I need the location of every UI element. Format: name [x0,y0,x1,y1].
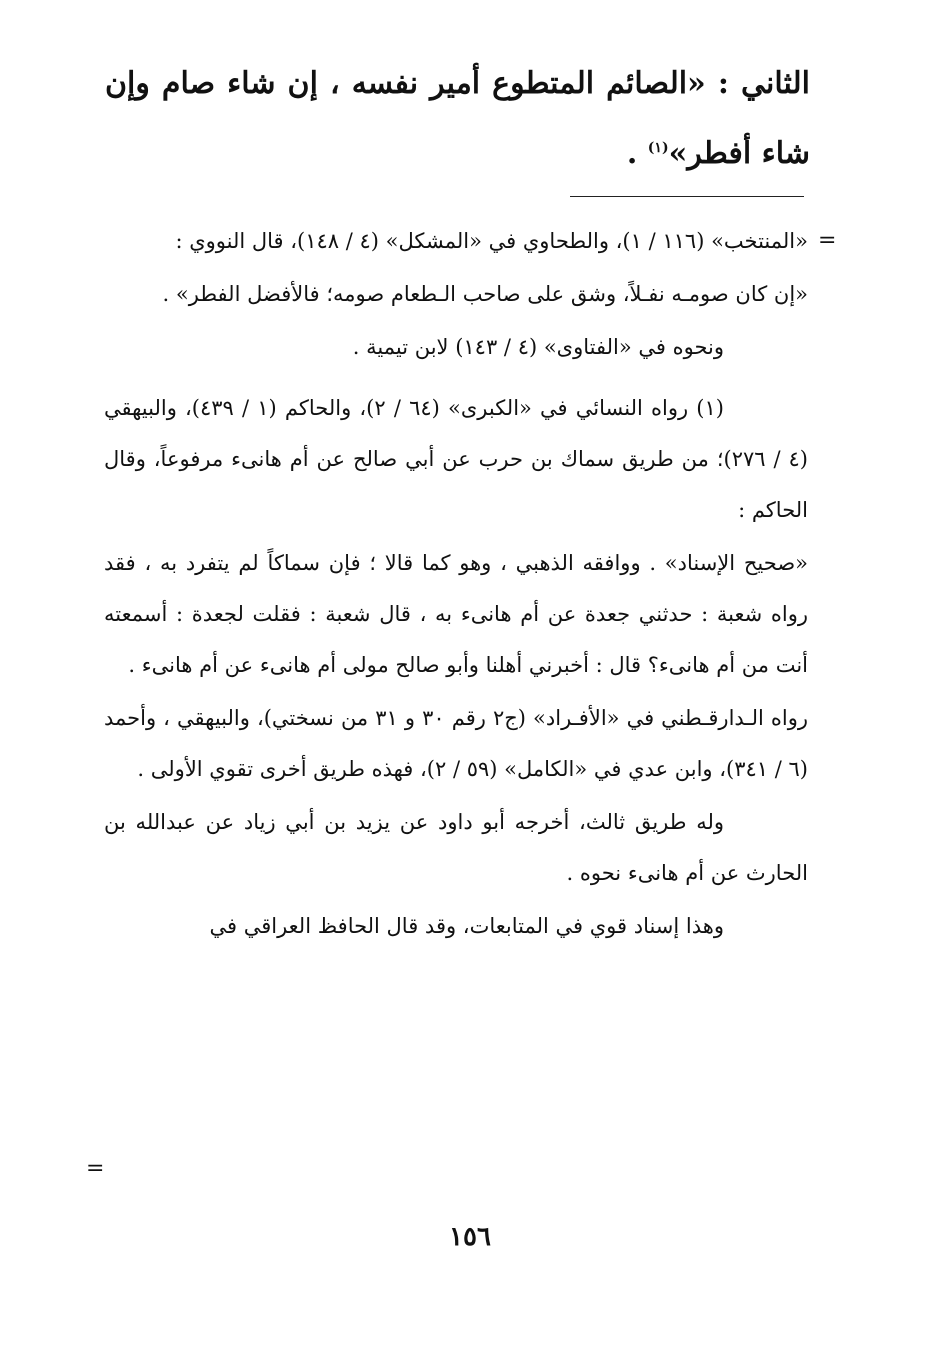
continuation-mark-top: = [818,228,837,253]
page-number: ١٥٦ [449,1222,491,1252]
note-paragraph: وله طريق ثالث، أخرجه أبو داود عن يزيد بن أبي زياد عن عبدالله بن الحارث عن أم هانىء نحوه . [104,810,808,885]
note-paragraph: وهذا إسناد قوي في المتابعات، وقد قال الحافظ العراقي في [209,914,724,938]
note-paragraph: ونحوه في «الفتاوى» (٤ / ١٤٣) لابن تيمية . [352,335,724,359]
note-paragraph: «المنتخب» (١١٦ / ١)، والطحاوي في «المشكل» (٤ / ١٤٨)، قال النووي : [175,229,808,253]
footnotes [104,216,808,962]
main-quote: «الصائم المتطوع أمير نفسه ، إن شاء صام وإن شاء أفطر» [105,66,810,171]
main-end-punct: . [626,136,638,171]
main-text [105,52,810,186]
note-paragraph: رواه الـدارقـطني في «الأفـراد» (ج٢ رقم ٣٠ و ٣١ من نسختي)، والبيهقي ، وأحمد (٦ / ٣٤١)، وابن عدي في «الكامل» (٥٩ / ٢)، فهذه طريق أخرى تقوي الأولى . [104,706,808,781]
note-paragraph: «إن كان صومـه نفـلاً، وشق على صاحب الـطعام صومه؛ فالأفضل الفطر» . [162,282,808,306]
footnote-1: (١) رواه النسائي في «الكبرى» (٦٤ / ٢)، والحاكم (١ / ٤٣٩)، والبيهقي (٤ / ٢٧٦)؛ من طريق سماك بن حرب عن أبي صالح عن أم هانىء مرفوعاً، وقال الحاكم : [104,396,808,522]
footnote-separator [570,196,804,197]
note-paragraph: «صحيح الإسناد» . ووافقه الذهبي ، وهو كما قالا ؛ فإن سماكاً لم يتفرد به ، فقد رواه شعبة : حدثني جعدة عن أم هانىء به ، قال شعبة : فقلت لجعدة : أسمعته أنت من أم هانىء؟ قال : أخبرني أهلنا وأبو صالح مولى أم هانىء عن أم هانىء . [104,551,808,677]
footnote-reference: (١) [647,140,669,156]
continuation-mark-bottom: = [86,1156,105,1181]
main-label: الثاني : [717,66,810,101]
